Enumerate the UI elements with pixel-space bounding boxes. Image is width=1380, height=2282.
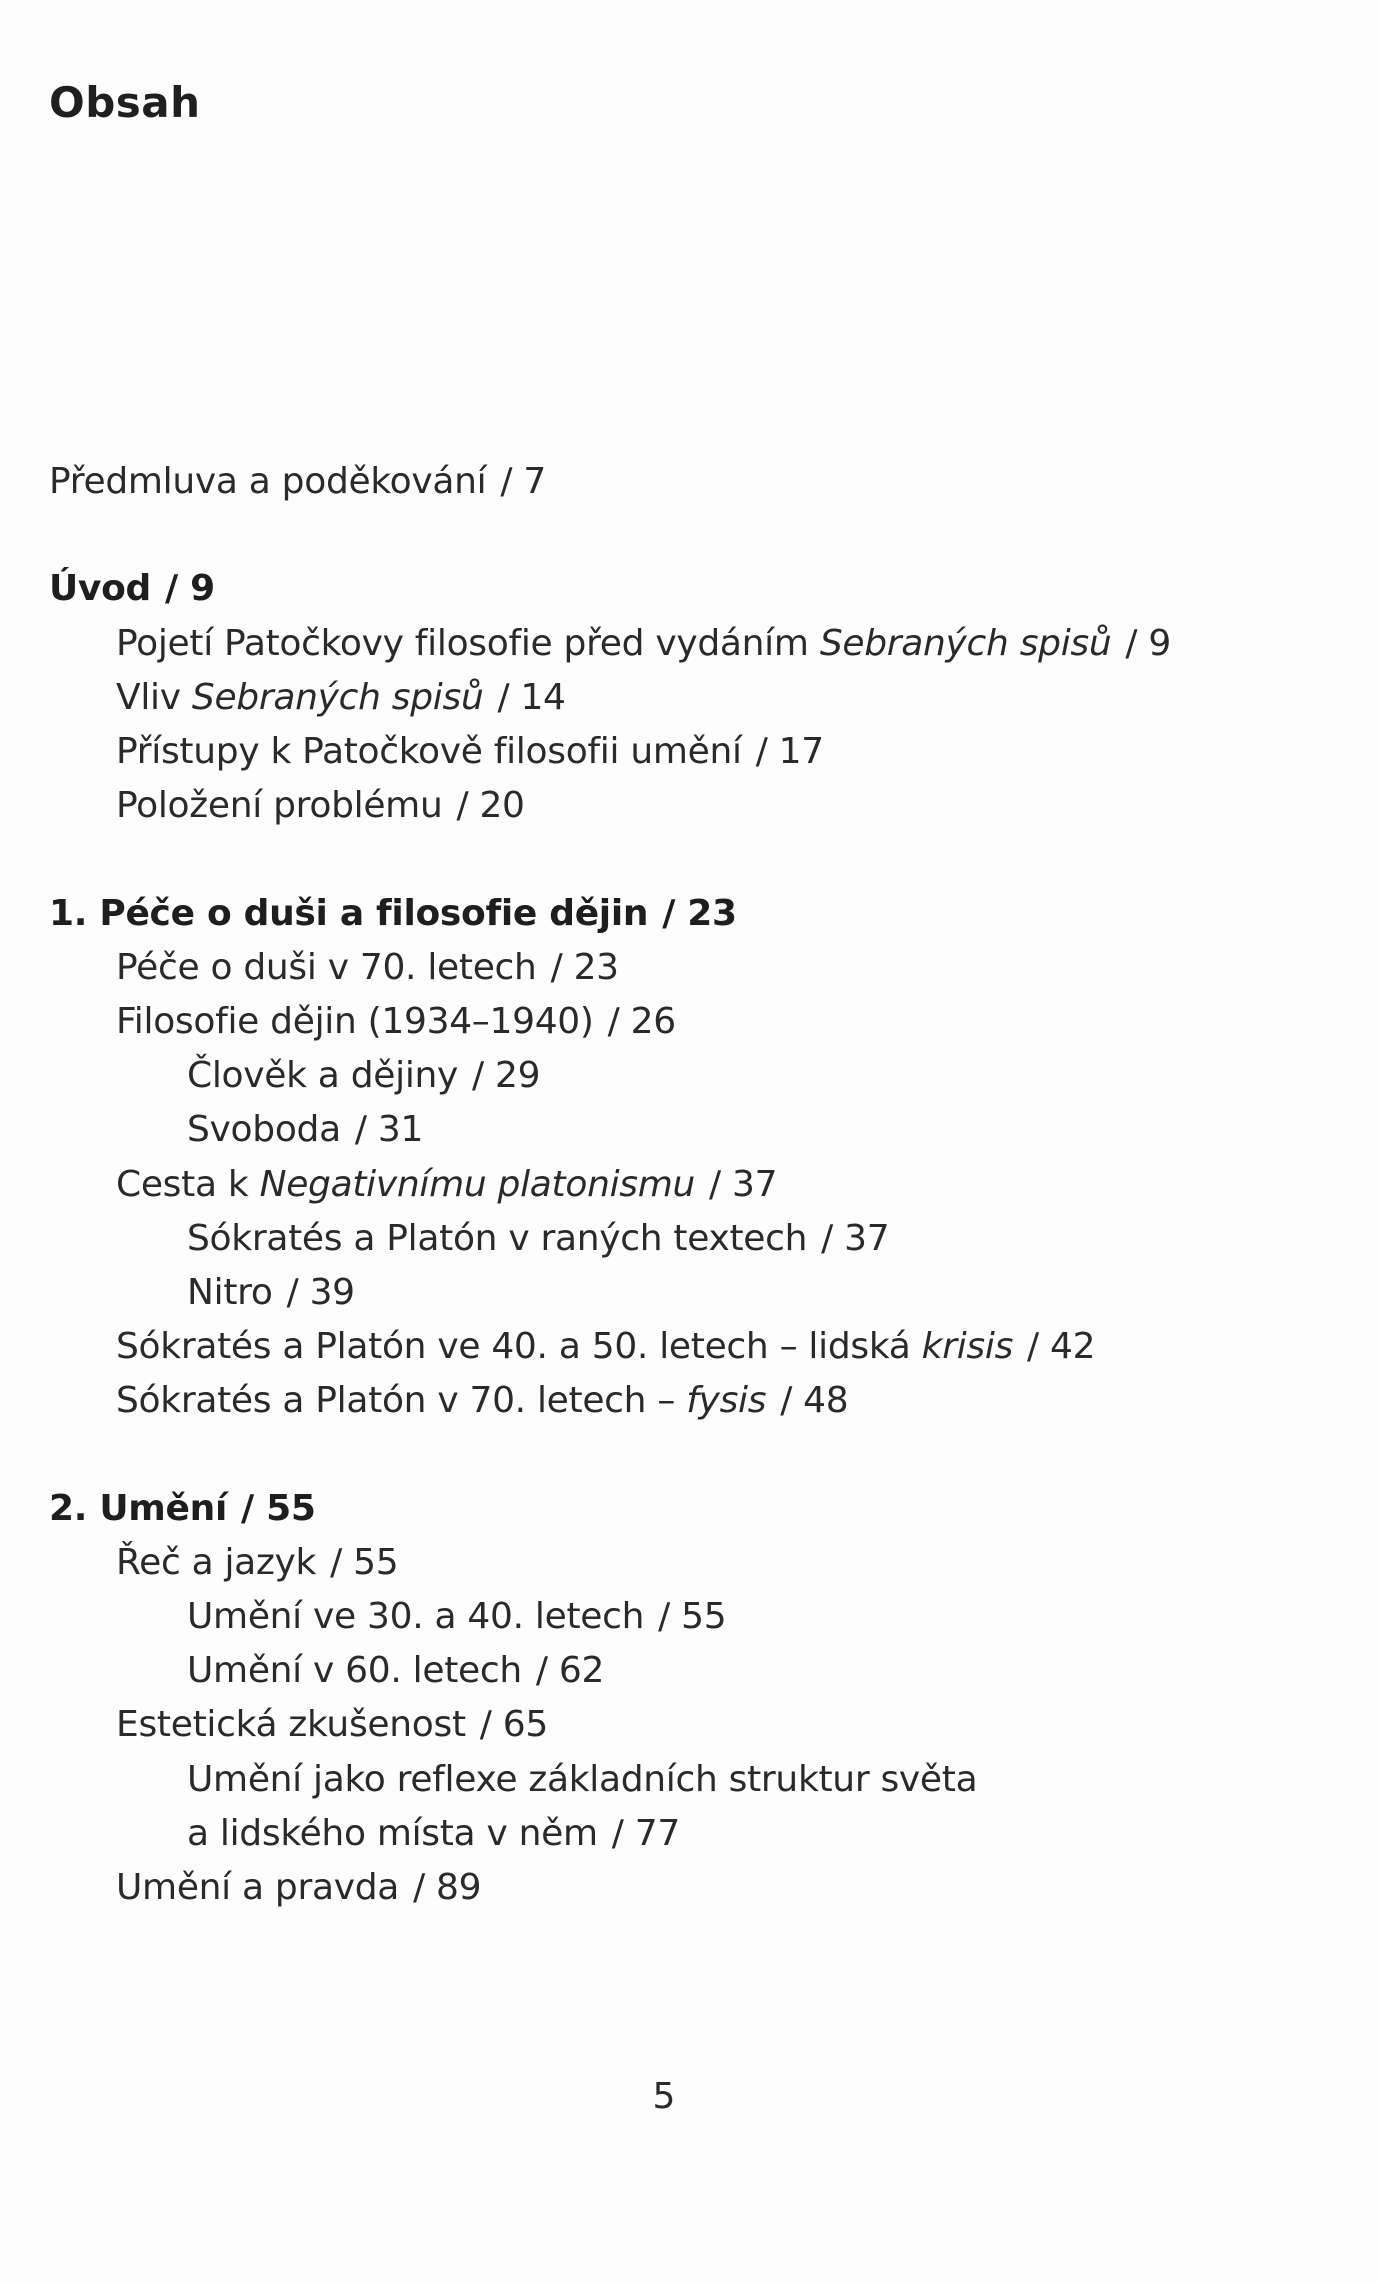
toc-entry-title: 1. Péče o duši a filosofie dějin	[49, 893, 649, 934]
toc-page-number: 42	[1038, 1326, 1096, 1367]
toc-entry-title-italic: Negativnímu platonismu	[259, 1164, 696, 1205]
toc-entry-title: Řeč a jazyk	[116, 1542, 317, 1583]
toc-entry	[49, 460, 546, 504]
toc-entry	[116, 730, 824, 774]
toc-page-number: 26	[619, 1001, 676, 1042]
toc-separator: /	[611, 1813, 624, 1854]
toc-separator: /	[354, 1109, 367, 1150]
page-number: 5	[652, 2076, 676, 2117]
toc-page-number: 31	[366, 1109, 424, 1150]
toc-entry	[187, 1054, 540, 1098]
toc-separator: /	[658, 1596, 670, 1637]
toc-entry-title: Umění ve 30. a 40. letech	[187, 1596, 645, 1637]
toc-entry	[187, 1271, 355, 1315]
toc-entry	[116, 622, 1171, 666]
toc-separator: /	[607, 1001, 620, 1042]
toc-separator: /	[456, 785, 469, 826]
toc-entry-title-italic: fysis	[686, 1380, 767, 1421]
toc-entry-title: Svoboda	[187, 1109, 341, 1150]
toc-entry-title: a lidského místa v něm	[187, 1813, 598, 1854]
toc-entry	[187, 1108, 423, 1152]
toc-entry-title: Nitro	[187, 1272, 273, 1313]
toc-separator: /	[1125, 623, 1138, 664]
toc-separator: /	[479, 1704, 492, 1745]
toc-entry-title: Estetická zkušenost	[116, 1704, 466, 1745]
toc-entry-title: Sókratés a Platón ve 40. a 50. letech – lidská	[116, 1326, 922, 1367]
toc-entry	[116, 1866, 481, 1910]
toc-entry-title: Vliv	[116, 677, 192, 718]
toc-entry-title: Umění v 60. letech	[187, 1650, 522, 1691]
toc-separator: /	[413, 1867, 425, 1908]
toc-separator: /	[330, 1542, 342, 1583]
toc-entry-title: Úvod	[49, 568, 152, 609]
toc-entry-title: Pojetí Patočkovy filosofie před vydáním	[116, 623, 820, 664]
toc-entry	[49, 1487, 316, 1531]
toc-page-number: 48	[792, 1380, 849, 1421]
toc-entry-title-italic: Sebraných spisů	[191, 677, 484, 718]
toc-page-number: 65	[491, 1704, 548, 1745]
toc-page-number: 55	[670, 1596, 727, 1637]
toc-separator: /	[286, 1272, 299, 1313]
toc-page-number: 39	[298, 1272, 355, 1313]
toc-separator: /	[500, 461, 513, 502]
toc-entry	[49, 567, 215, 611]
toc-entry	[116, 1325, 1095, 1369]
toc-page-number: 23	[562, 947, 619, 988]
toc-entry-title: Filosofie dějin (1934–1940)	[116, 1001, 594, 1042]
toc-separator: /	[662, 893, 676, 934]
toc-separator: /	[535, 1650, 548, 1691]
toc-entry	[116, 1541, 398, 1585]
toc-page-number: 29	[483, 1055, 541, 1096]
toc-heading: Obsah	[49, 78, 201, 127]
toc-page-number: 55	[253, 1488, 316, 1529]
toc-separator: /	[165, 568, 178, 609]
toc-separator: /	[821, 1218, 833, 1259]
toc-entry-title: Položení problému	[116, 785, 443, 826]
toc-page-number: 37	[832, 1218, 890, 1259]
toc-entry-title: Člověk a dějiny	[187, 1055, 459, 1096]
toc-page-number: 14	[509, 677, 566, 718]
toc-entry-title: Sókratés a Platón v raných textech	[187, 1218, 808, 1259]
toc-separator: /	[497, 677, 510, 718]
toc-page-number: 9	[177, 568, 215, 609]
toc-entry-title: Sókratés a Platón v 70. letech –	[116, 1380, 687, 1421]
toc-entry	[187, 1812, 680, 1856]
toc-page-number: 37	[720, 1164, 778, 1205]
toc-entry-title: Přístupy k Patočkově filosofii umění	[116, 731, 742, 772]
toc-page-number: 89	[424, 1867, 482, 1908]
toc-page-number: 55	[341, 1542, 399, 1583]
toc-entry	[116, 1703, 548, 1747]
toc-separator: /	[241, 1488, 254, 1529]
toc-entry-title-italic: Sebraných spisů	[819, 623, 1112, 664]
toc-entry	[116, 946, 619, 990]
toc-page-number: 7	[512, 461, 546, 502]
toc-entry	[187, 1649, 604, 1693]
toc-page-number: 23	[675, 893, 737, 934]
toc-entry-title: Cesta k	[116, 1164, 260, 1205]
toc-page-number: 17	[767, 731, 824, 772]
toc-entry	[187, 1217, 889, 1261]
toc-separator: /	[1027, 1326, 1039, 1367]
toc-entry	[116, 676, 566, 720]
toc-entry	[49, 892, 737, 936]
toc-separator: /	[780, 1380, 793, 1421]
toc-page-number: 77	[623, 1813, 680, 1854]
toc-entry-title: Péče o duši v 70. letech	[116, 947, 537, 988]
toc-entry	[116, 1163, 777, 1207]
toc-page-number: 9	[1137, 623, 1171, 664]
toc-entry-title: Umění a pravda	[116, 1867, 400, 1908]
toc-entry	[116, 1379, 848, 1423]
toc-entry	[116, 784, 525, 828]
toc-separator: /	[709, 1164, 721, 1205]
toc-entry-title: Umění jako reflexe základních struktur světa	[187, 1759, 978, 1800]
toc-separator: /	[550, 947, 563, 988]
toc-entry-title: 2. Umění	[49, 1488, 227, 1529]
toc-separator: /	[755, 731, 768, 772]
toc-entry	[116, 1000, 676, 1044]
toc-entry	[187, 1758, 977, 1802]
toc-page-number: 20	[468, 785, 525, 826]
toc-page-number: 62	[547, 1650, 605, 1691]
toc-entry-title: Předmluva a poděkování	[49, 461, 487, 502]
toc-separator: /	[472, 1055, 484, 1096]
toc-entry-title-italic: krisis	[921, 1326, 1014, 1367]
toc-entry	[187, 1595, 726, 1639]
